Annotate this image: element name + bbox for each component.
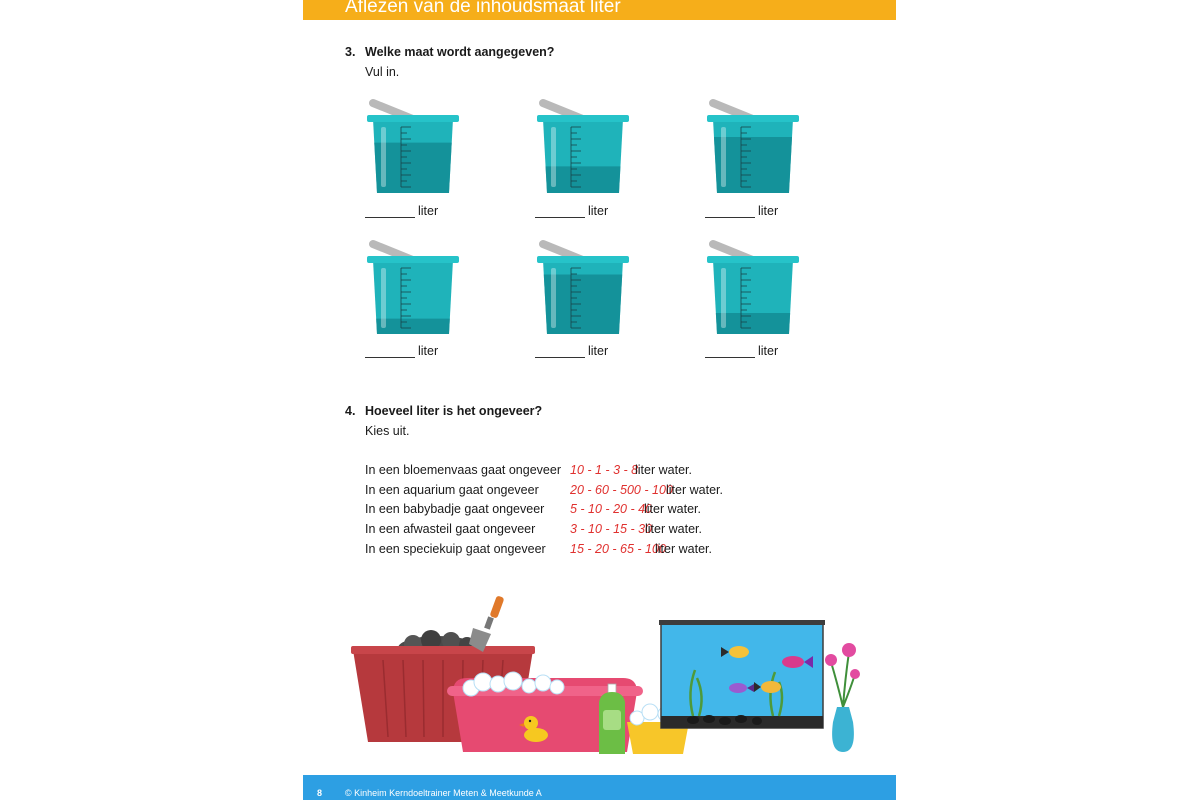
measuring-bucket bbox=[703, 238, 803, 338]
answer-blank[interactable] bbox=[705, 205, 755, 218]
sentence-suffix: liter water. bbox=[655, 542, 712, 556]
answer-blank[interactable] bbox=[535, 205, 585, 218]
measuring-bucket bbox=[363, 238, 463, 338]
question-3-title: Welke maat wordt aangegeven? bbox=[365, 45, 555, 59]
sentence-prefix: In een speciekuip gaat ongeveer bbox=[365, 542, 546, 556]
page-title: Aflezen van de inhoudsmaat liter bbox=[345, 0, 621, 17]
containers-illustration bbox=[343, 592, 863, 762]
bucket-rim bbox=[367, 256, 459, 263]
answer-field[interactable] bbox=[535, 204, 608, 218]
aquarium-icon bbox=[659, 620, 825, 728]
bucket-highlight bbox=[721, 268, 726, 328]
sentence-suffix: liter water. bbox=[635, 463, 692, 477]
measuring-bucket bbox=[533, 238, 633, 338]
bucket-highlight bbox=[551, 127, 556, 187]
answer-blank[interactable] bbox=[535, 345, 585, 358]
answer-options[interactable]: 10 - 1 - 3 - 8 bbox=[570, 463, 639, 477]
bucket-highlight bbox=[551, 268, 556, 328]
unit-label: liter bbox=[588, 344, 609, 358]
unit-label: liter bbox=[588, 204, 609, 218]
sentence-suffix: liter water. bbox=[645, 522, 702, 536]
measuring-bucket bbox=[703, 97, 803, 197]
answer-options[interactable]: 5 - 10 - 20 - 40 bbox=[570, 502, 652, 516]
sentence-prefix: In een bloemenvaas gaat ongeveer bbox=[365, 463, 561, 477]
answer-blank[interactable] bbox=[365, 205, 415, 218]
answer-field[interactable] bbox=[365, 204, 438, 218]
unit-label: liter bbox=[758, 344, 779, 358]
header-bar bbox=[303, 0, 896, 20]
unit-label: liter bbox=[758, 204, 779, 218]
question-4-number: 4. bbox=[345, 404, 356, 418]
bucket-highlight bbox=[721, 127, 726, 187]
sentence-prefix: In een babybadje gaat ongeveer bbox=[365, 502, 545, 516]
bucket-rim bbox=[367, 115, 459, 122]
footer-bar bbox=[303, 775, 896, 800]
worksheet-page bbox=[303, 0, 896, 800]
sentence-prefix: In een afwasteil gaat ongeveer bbox=[365, 522, 536, 536]
bucket-water bbox=[716, 313, 790, 334]
question-3-number: 3. bbox=[345, 45, 356, 59]
page-number: 8 bbox=[317, 788, 323, 798]
unit-label: liter bbox=[418, 344, 439, 358]
answer-blank[interactable] bbox=[705, 345, 755, 358]
answer-blank[interactable] bbox=[365, 345, 415, 358]
bucket-graphic bbox=[703, 97, 803, 197]
answer-field[interactable] bbox=[365, 344, 438, 358]
bucket-rim bbox=[707, 115, 799, 122]
bucket-graphic bbox=[363, 238, 463, 338]
trowel-icon bbox=[469, 595, 505, 652]
sentence-prefix: In een aquarium gaat ongeveer bbox=[365, 483, 539, 497]
copyright-text: © Kinheim Kerndoeltrainer Meten & Meetkunde A bbox=[345, 788, 542, 798]
bucket-water bbox=[546, 166, 621, 193]
bucket-graphic bbox=[363, 97, 463, 197]
bucket-graphic bbox=[533, 97, 633, 197]
bucket-rim bbox=[537, 115, 629, 122]
answer-field[interactable] bbox=[535, 344, 608, 358]
unit-label: liter bbox=[418, 204, 439, 218]
bucket-highlight bbox=[381, 268, 386, 328]
question-4-instruction: Kies uit. bbox=[365, 424, 410, 438]
measuring-bucket bbox=[533, 97, 633, 197]
question-4-title: Hoeveel liter is het ongeveer? bbox=[365, 404, 543, 418]
bucket-graphic bbox=[703, 238, 803, 338]
question-3-instruction: Vul in. bbox=[365, 65, 400, 79]
bucket-rim bbox=[707, 256, 799, 263]
bucket-highlight bbox=[381, 127, 386, 187]
sentence-suffix: liter water. bbox=[644, 502, 701, 516]
answer-options[interactable]: 3 - 10 - 15 - 30 bbox=[570, 522, 652, 536]
flower-vase-icon bbox=[825, 643, 860, 752]
bucket-water bbox=[376, 319, 450, 334]
answer-field[interactable] bbox=[705, 344, 778, 358]
answer-options[interactable]: 15 - 20 - 65 - 100 bbox=[570, 542, 666, 556]
answer-options[interactable]: 20 - 60 - 500 - 100 bbox=[570, 483, 673, 497]
measuring-bucket bbox=[363, 97, 463, 197]
answer-field[interactable] bbox=[705, 204, 778, 218]
bucket-graphic bbox=[533, 238, 633, 338]
bucket-rim bbox=[537, 256, 629, 263]
sentence-suffix: liter water. bbox=[666, 483, 723, 497]
